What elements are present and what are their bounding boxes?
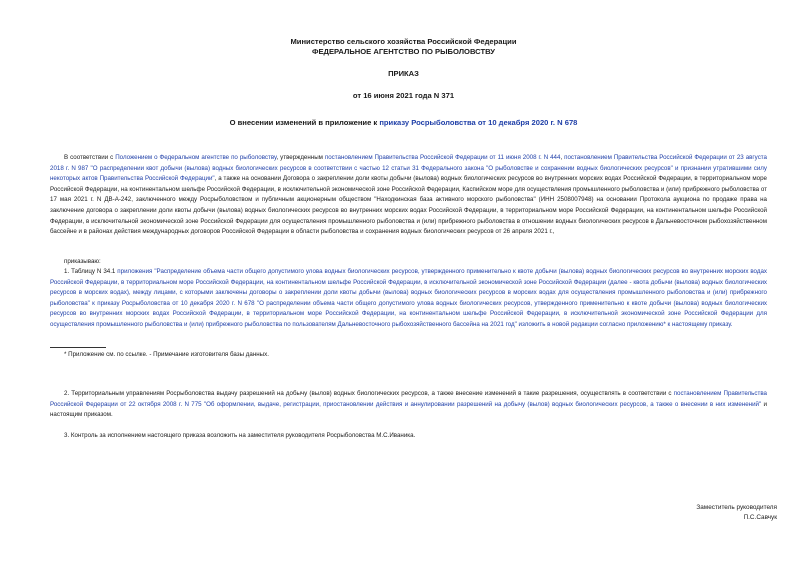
item-3-paragraph: 3. Контроль за исполнением настоящего приказа возложить на заместителя руководителя Росрыболовства М.С.Иваника. xyxy=(64,432,416,439)
base-order-link[interactable]: приказу Росрыболовства от 10 декабря 2020 г. N 678 xyxy=(379,118,578,127)
signature-name: П.С.Савчук xyxy=(743,514,777,521)
footnote-divider xyxy=(50,347,106,348)
resolution-987-link[interactable]: постановлением Правительства Российской Федерации от 23 августа 2018 г. N 987 "О распределении квот добычи (вылова) водных биологических ресурсов в соответствии с частью 12 статьи 31 Федерального закона "О рыболовстве и сохранении водных биологических ресурсов" и признании утратившими силу некоторых актов Правительства Российской Федерации" xyxy=(50,154,767,183)
preamble-text: , утвержденным xyxy=(276,154,325,161)
item-2-paragraph xyxy=(50,389,767,421)
appendix-link[interactable]: приложения "Распределение объема части общего допустимого улова водных биологических ресурсов, утвержденного применительно к квоте добычи (вылова) водных биологических ресурсов во внутренних морских водах Российской Федерации, в территориальном море Российской Федерации, на континентальном шельфе Российской Федерации, в исключительной экономической зоне Российской Федерации (далее - квота добычи (вылова) водных биологических ресурсов в морских водах), между лицами, с которыми заключены договоры о закреплении доли квоты добычи (вылова) водных биологических ресурсов в морских водах для осуществления промышленного рыболовства и (или) прибрежного рыболовства" к приказу Росрыболовства от 10 декабря 2020 г. N 678 "О распределении объема части общего допустимого улова водных биологических ресурсов, утвержденного применительно к квоте добычи (вылова) водных биологических ресурсов во внутренних морских водах Российской Федерации, в территориальном море Российской Федерации, на континентальном шельфе Российской Федерации, в исключительной экономической зоне Российской Федерации для осуществления промышленного рыболовства и (или) прибрежного рыболовства по пользователям Дальневосточного рыбохозяйственного бассейна на 2021 год" изложить в новой редакции согласно приложению* к настоящему приказу. xyxy=(50,268,768,328)
document-title-text: О внесении изменений в приложение к xyxy=(229,118,380,127)
ministry-name: Министерство сельского хозяйства Российской Федерации xyxy=(290,37,517,46)
item-2-text: 2. Территориальным управлениям Росрыболовства выдачу разрешений на добычу (вылов) водных биологических ресурсов, а также внесение изменений в такие разрешения, осуществлять в соответствии с xyxy=(64,390,674,397)
item-2-text: и настоящим приказом. xyxy=(50,400,767,419)
preamble-text: , xyxy=(560,154,565,161)
document-title xyxy=(0,118,807,128)
resolution-444-link[interactable]: постановлением Правительства Российской Федерации от 11 июня 2008 г. N 444 xyxy=(324,154,561,161)
item-1-paragraph xyxy=(50,267,767,331)
resolution-775-link[interactable]: постановлением Правительства Российской Федерации от 22 октября 2008 г. N 775 "Об оформлении, выдаче, регистрации, приостановлении действия и аннулировании разрешений на добычу (вылов) водных биологических ресурсов, а также о внесении в них изменений" xyxy=(50,390,767,408)
document-type: ПРИКАЗ xyxy=(388,69,419,78)
footnote: * Приложение см. по ссылке. - Примечание изготовителя базы данных. xyxy=(64,351,269,358)
regulation-link[interactable]: Положением о Федеральном агентстве по рыболовству xyxy=(115,154,277,161)
agency-name: ФЕДЕРАЛЬНОЕ АГЕНТСТВО ПО РЫБОЛОВСТВУ xyxy=(312,47,495,56)
signature-position: Заместитель руководителя xyxy=(696,504,777,511)
preamble-text: , а также на основании Договора о закреплении доли квоты добычи (вылова) водных биологических ресурсов во внутренних морских водах Российской Федерации, в территориальном море Российской Федерации, на континентальном шельфе Российской Федерации, в исключительной экономической зоне Российской Федерации, Каспийском море для осуществления промышленного рыболовства и (или) прибрежного рыболовства от 17 мая 2021 г. N ДВ-А-242, заключенного между Росрыболовством и публичным акционерным обществом "Находкинская база активного морского рыболовства" (ИНН 2508007948) на основании Протокола аукциона по продаже права на заключение договора о закреплении доли квоты добычи (вылова) водных биологических ресурсов во внутренних морских водах Российской Федерации, в территориальном море Российской Федерации, на континентальном шельфе Российской Федерации, в исключительной экономической зоне Российской Федерации для осуществления промышленного рыболовства и (или) прибрежного рыболовства в отношении водных биологических ресурсов в Дальневосточном рыбохозяйственном бассейне и в районах действия международных договоров Российской Федерации в области рыболовства и сохранения водных биологических ресурсов от 26 апреля 2021 г., xyxy=(50,175,767,236)
preamble-text: В соответствии с xyxy=(64,154,116,161)
order-word: приказываю: xyxy=(64,258,101,265)
document-date-number: от 16 июня 2021 года N 371 xyxy=(352,91,455,100)
preamble-paragraph xyxy=(50,153,767,238)
item-1-text: 1. Таблицу N 34.1 xyxy=(64,268,118,275)
